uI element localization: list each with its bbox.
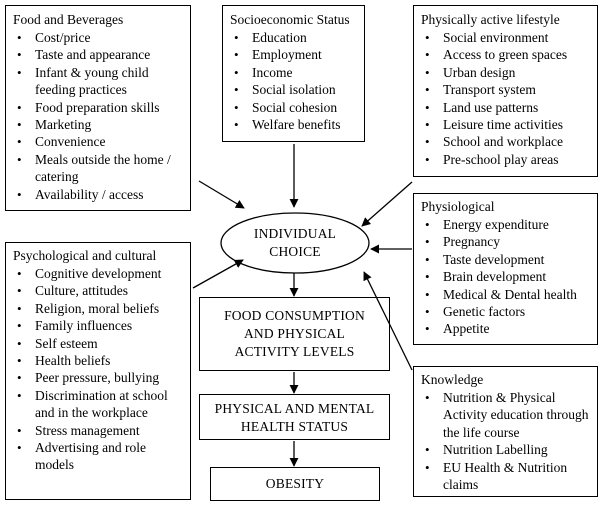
arrow-active-to-choice (362, 182, 412, 226)
food-beverages-title: Food and Beverages (13, 12, 124, 27)
list-item: • Welfare benefits (230, 116, 360, 133)
list-item: • Convenience (13, 133, 186, 150)
active-lifestyle-title: Physically active lifestyle (421, 12, 560, 27)
list-item: • Pregnancy (421, 233, 593, 250)
list-item: • Land use patterns (421, 99, 593, 116)
list-item: • Social cohesion (230, 99, 360, 116)
list-item: • Marketing (13, 116, 186, 133)
food-consumption-line-2: AND PHYSICAL (243, 326, 346, 341)
health-status-line-2: HEALTH STATUS (240, 419, 349, 434)
list-item: • Culture, attitudes (13, 282, 186, 299)
list-item: • Social isolation (230, 81, 360, 98)
list-item: • Cognitive development (13, 265, 186, 282)
list-item: • Income (230, 64, 360, 81)
list-item: • Taste and appearance (13, 46, 186, 63)
individual-choice-line-2: CHOICE (269, 244, 321, 259)
list-item: • Brain development (421, 268, 593, 285)
list-item: • Stress management (13, 422, 186, 439)
list-item: • Religion, moral beliefs (13, 300, 186, 317)
list-item: • Transport system (421, 81, 593, 98)
list-item: • Infant & young child feeding practices (13, 64, 186, 99)
list-item: • Advertising and role models (13, 439, 186, 474)
psychological-title: Psychological and cultural (13, 248, 157, 263)
list-item: • Urban design (421, 64, 593, 81)
arrow-food-to-choice (199, 181, 244, 208)
list-item: • Availability / access (13, 186, 186, 203)
list-item: • Peer pressure, bullying (13, 369, 186, 386)
list-item: • Family influences (13, 317, 186, 334)
list-item: • Meals outside the home / catering (13, 151, 186, 186)
list-item: • Pre-school play areas (421, 151, 593, 168)
list-item: • Leisure time activities (421, 116, 593, 133)
list-item: • Food preparation skills (13, 99, 186, 116)
list-item: • Education (230, 29, 360, 46)
list-item: • Genetic factors (421, 303, 593, 320)
list-item: • Employment (230, 46, 360, 63)
list-item: • Cost/price (13, 29, 186, 46)
list-item: • EU Health & Nutrition claims (421, 459, 593, 494)
list-item: • School and workplace (421, 133, 593, 150)
list-item: • Nutrition Labelling (421, 441, 593, 458)
list-item: • Health beliefs (13, 352, 186, 369)
list-item: • Medical & Dental health (421, 286, 593, 303)
list-item: • Discrimination at school and in the workplace (13, 387, 186, 422)
obesity-label: OBESITY (265, 476, 325, 491)
list-item: • Nutrition & Physical Activity education through the life course (421, 389, 593, 441)
list-item: • Taste development (421, 251, 593, 268)
arrow-psych-to-choice (193, 260, 243, 288)
list-item: • Energy expenditure (421, 216, 593, 233)
list-item: • Access to green spaces (421, 46, 593, 63)
physiological-title: Physiological (421, 199, 495, 214)
list-item: • Social environment (421, 29, 593, 46)
socioeconomic-title: Socioeconomic Status (230, 12, 350, 27)
food-consumption-line-3: ACTIVITY LEVELS (234, 344, 355, 359)
list-item: • Self esteem (13, 335, 186, 352)
knowledge-title: Knowledge (421, 372, 484, 387)
arrow-knowledge-to-choice (364, 272, 412, 370)
list-item: • Appetite (421, 320, 593, 337)
individual-choice-label (221, 225, 369, 261)
food-consumption-line-1: FOOD CONSUMPTION (224, 308, 365, 323)
individual-choice-line-1: INDIVIDUAL (253, 226, 337, 241)
health-status-line-1: PHYSICAL AND MENTAL (214, 401, 375, 416)
